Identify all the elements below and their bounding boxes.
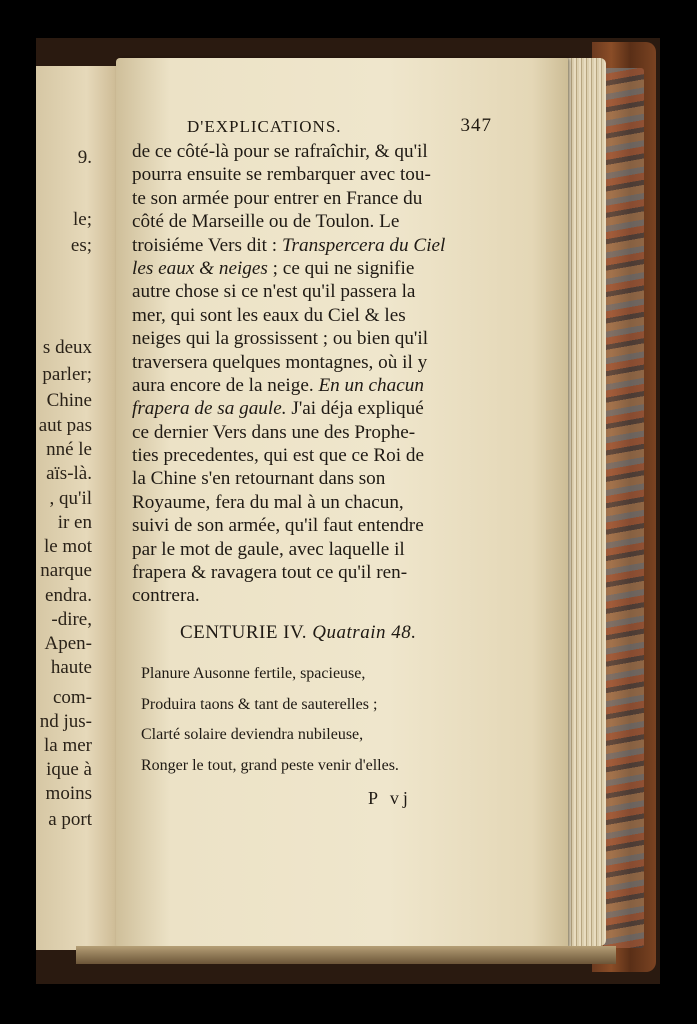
verse-line: Planure Ausonne fertile, spacieuse, (141, 665, 366, 682)
text-line (132, 444, 484, 467)
quatrain-label: Quatrain 48. (312, 622, 417, 643)
facing-page-fragment: la mer (43, 735, 92, 756)
body-text (132, 140, 484, 608)
facing-page-fragment: s deux (42, 337, 92, 358)
italic-quote: En un chacun (318, 374, 424, 396)
facing-page-fragment: aut pas (38, 415, 92, 436)
roman-text: pourra ensuite se rembarquer avec tou- (132, 164, 431, 186)
text-line (132, 561, 484, 584)
roman-text: aura encore de la neige. (132, 374, 319, 396)
italic-quote: frapera de sa gaule. (132, 398, 287, 420)
roman-text: côté de Marseille ou de Toulon. Le (132, 211, 400, 233)
facing-page-fragment: ique à (46, 759, 92, 780)
facing-page-fragment: endra. (45, 585, 92, 606)
text-line (132, 374, 484, 397)
roman-text: ; ce qui ne signifie (267, 257, 415, 279)
roman-text: de ce côté-là pour se rafraîchir, & qu'il (132, 141, 428, 162)
roman-text: te son armée pour entrer en France du (132, 187, 423, 209)
text-line (132, 397, 484, 420)
roman-text: contrera. (132, 585, 200, 607)
centurie-label: CENTURIE IV. (180, 622, 308, 643)
header-title: D'EXPLICATIONS. (187, 117, 342, 136)
text-line (132, 140, 484, 163)
text-line (132, 514, 484, 537)
facing-page-fragment: Apen- (44, 633, 92, 654)
quatrain-verse (141, 662, 399, 784)
facing-page-fragment: -dire, (51, 609, 92, 630)
text-line (132, 163, 484, 186)
facing-page-fragment: le mot (43, 536, 92, 557)
facing-page-fragment: 9. (77, 147, 92, 168)
facing-page-fragment: nné le (46, 439, 92, 460)
facing-page-fragment: Chine (46, 390, 92, 411)
verse-line: Ronger le tout, grand peste venir d'elles. (141, 756, 399, 774)
verse-line: Clarté solaire deviendra nubileuse, (141, 726, 364, 743)
text-line (132, 467, 484, 490)
marbled-endpaper (604, 68, 644, 948)
roman-text: J'ai déja expliqué (286, 398, 424, 420)
facing-page-fragment: es; (70, 235, 92, 256)
page-number: 347 (460, 115, 492, 136)
roman-text: ties precedentes, qui est que ce Roi de (132, 445, 424, 467)
facing-page-fragment: le; (73, 209, 92, 230)
roman-text: mer, qui sont les eaux du Ciel & les (132, 304, 406, 326)
facing-page-fragment: com- (52, 687, 92, 708)
text-line (132, 327, 484, 350)
facing-page-fragment: ir en (57, 512, 92, 533)
roman-text: troisiéme Vers dit : (132, 234, 282, 256)
facing-page-fragment: aïs-là. (46, 463, 92, 484)
italic-quote: Transpercera du Ciel (281, 234, 446, 256)
text-line (132, 538, 484, 561)
facing-page-fragment: moins (45, 783, 92, 804)
facing-page-fragment: nd jus- (39, 711, 92, 732)
roman-text: la Chine s'en retournant dans son (132, 468, 386, 490)
roman-text: frapera & ravagera tout ce qu'il ren- (132, 562, 408, 584)
roman-text: traversera quelques montagnes, où il y (132, 351, 428, 373)
text-line (132, 187, 484, 210)
text-line (132, 234, 484, 257)
running-header (132, 117, 492, 139)
text-line (132, 421, 484, 444)
roman-text: autre chose si ce n'est qu'il passera la (132, 281, 416, 303)
roman-text: neiges qui la grossissent ; ou bien qu'il (132, 328, 429, 350)
bottom-edge (76, 946, 616, 964)
verse-line: Produira taons & tant de sauterelles ; (141, 695, 378, 713)
text-line (132, 210, 484, 233)
signature-mark: P vj (368, 788, 412, 808)
text-line (132, 351, 484, 374)
text-line (132, 280, 484, 303)
section-heading (180, 622, 416, 644)
text-line (132, 491, 484, 514)
roman-text: par le mot de gaule, avec laquelle il (132, 538, 405, 560)
roman-text: suivi de son armée, qu'il faut entendre (132, 515, 424, 537)
roman-text: ce dernier Vers dans une des Prophe- (132, 421, 416, 443)
italic-quote: les eaux & neiges (132, 257, 268, 279)
facing-page-fragment: haute (50, 657, 92, 678)
text-line (132, 257, 484, 280)
text-line (132, 304, 484, 327)
text-line (132, 584, 484, 607)
facing-page-fragment: a port (48, 809, 92, 830)
facing-page-fragment: parler; (42, 364, 92, 385)
facing-page-fragment: , qu'il (49, 488, 92, 509)
facing-page-fragment: narque (40, 560, 92, 581)
roman-text: Royaume, fera du mal à un chacun, (132, 491, 404, 513)
